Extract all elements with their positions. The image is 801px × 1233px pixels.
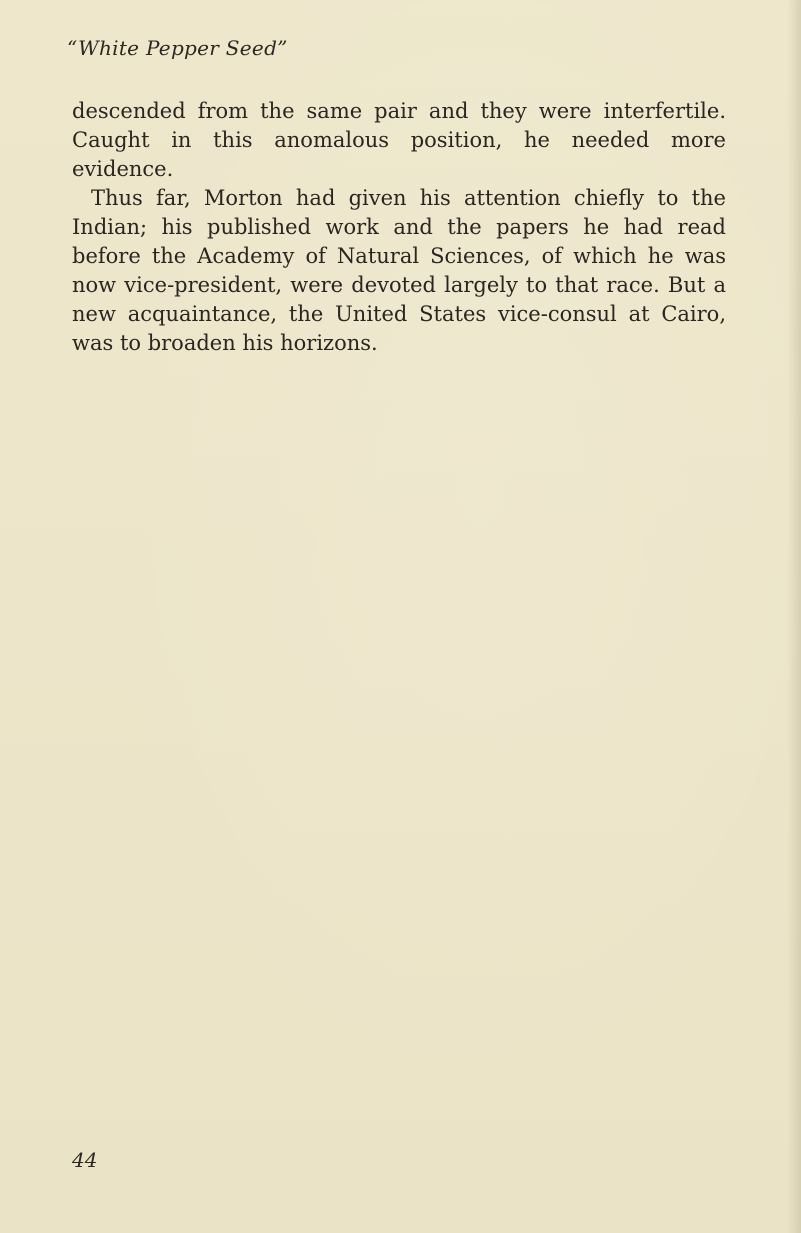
body-text [72, 97, 726, 358]
running-head: “White Pepper Seed” [67, 36, 288, 60]
page-edge-shadow [787, 0, 801, 1233]
paragraph-continuation: descended from the same pair and they were interfertile. Caught in this anomalous position, he needed more evidence. [72, 99, 726, 181]
paragraph: Thus far, Morton had given his attention chiefly to the Indian; his published work and the papers he had read before the Academy of Natural Sciences, of which he was now vice-president, were devoted largely to that race. But a new acquaintance, the United States vice-consul at Cairo, was to broaden his horizons. [72, 186, 726, 355]
page-number: 44 [72, 1148, 98, 1172]
